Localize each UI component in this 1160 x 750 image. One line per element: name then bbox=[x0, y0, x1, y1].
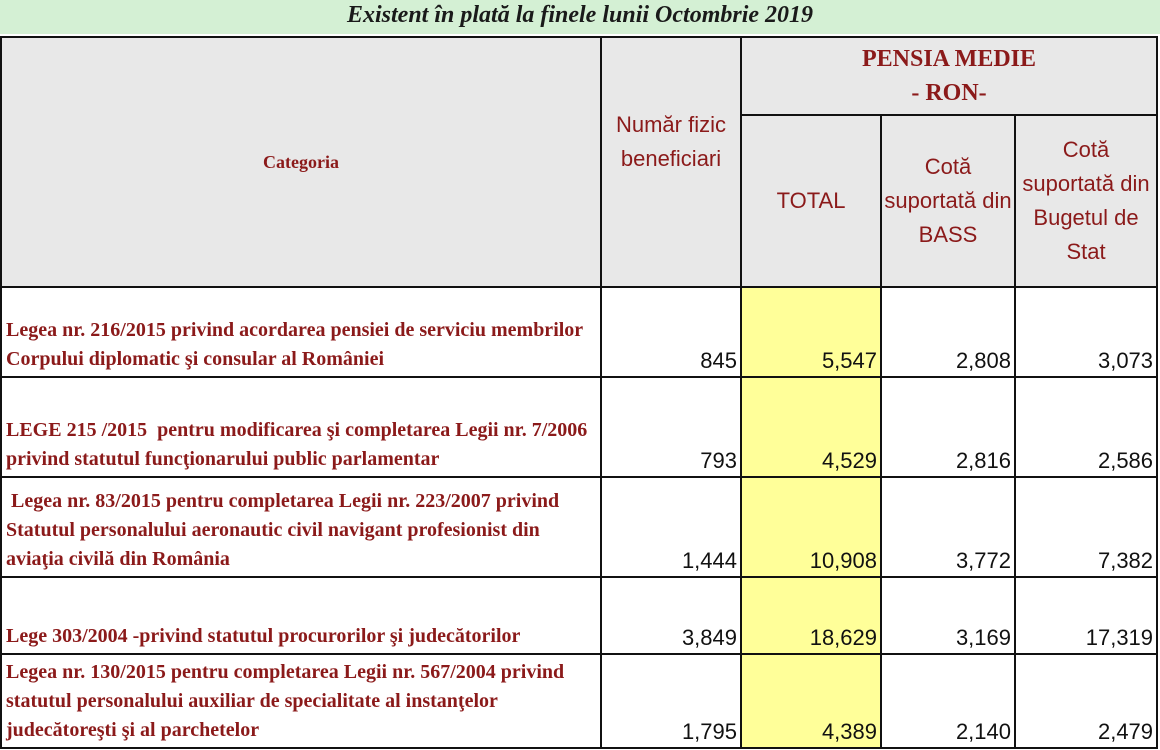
row-bass: 2,808 bbox=[881, 287, 1015, 377]
page-title: Existent în plată la finele lunii Octombrie 2019 bbox=[0, 0, 1160, 34]
table-row bbox=[1, 287, 1157, 377]
row-categoria: Lege 303/2004 -privind statutul procurorilor şi judecătorilor bbox=[1, 577, 601, 654]
table-row bbox=[1, 477, 1157, 577]
row-buget: 7,382 bbox=[1015, 477, 1157, 577]
row-total: 18,629 bbox=[741, 577, 881, 654]
header-total: TOTAL bbox=[741, 115, 881, 287]
pension-table bbox=[0, 36, 1158, 749]
row-bass: 3,772 bbox=[881, 477, 1015, 577]
header-cota-bass: Cotă suportată din BASS bbox=[881, 115, 1015, 287]
row-total: 5,547 bbox=[741, 287, 881, 377]
header-categoria: Categoria bbox=[1, 37, 601, 287]
row-categoria: LEGE 215 /2015 pentru modificarea şi completarea Legii nr. 7/2006 privind statutul funcţionarului public parlamentar bbox=[1, 377, 601, 477]
row-total: 4,529 bbox=[741, 377, 881, 477]
row-buget: 2,586 bbox=[1015, 377, 1157, 477]
table-row bbox=[1, 577, 1157, 654]
header-pensia-medie bbox=[741, 37, 1157, 115]
row-buget: 3,073 bbox=[1015, 287, 1157, 377]
row-categoria: Legea nr. 130/2015 pentru completarea Legii nr. 567/2004 privind statutul personalului auxiliar de specialitate al instanţelor judecătoreşti şi al parchetelor bbox=[1, 654, 601, 748]
row-buget: 2,479 bbox=[1015, 654, 1157, 748]
row-categoria: Legea nr. 216/2015 privind acordarea pensiei de serviciu membrilor Corpului diplomatic şi consular al României bbox=[1, 287, 601, 377]
row-bass: 3,169 bbox=[881, 577, 1015, 654]
table-row bbox=[1, 654, 1157, 748]
row-total: 10,908 bbox=[741, 477, 881, 577]
header-pensia-medie-line2: - RON- bbox=[911, 80, 987, 106]
row-numar: 1,795 bbox=[601, 654, 741, 748]
row-buget: 17,319 bbox=[1015, 577, 1157, 654]
row-numar: 3,849 bbox=[601, 577, 741, 654]
row-numar: 1,444 bbox=[601, 477, 741, 577]
row-total: 4,389 bbox=[741, 654, 881, 748]
row-bass: 2,140 bbox=[881, 654, 1015, 748]
row-numar: 793 bbox=[601, 377, 741, 477]
header-numar-beneficiari: Număr fizic beneficiari bbox=[601, 37, 741, 287]
table-row bbox=[1, 377, 1157, 477]
row-bass: 2,816 bbox=[881, 377, 1015, 477]
row-numar: 845 bbox=[601, 287, 741, 377]
row-categoria: Legea nr. 83/2015 pentru completarea Legii nr. 223/2007 privind Statutul personalului aeronautic civil navigant profesionist din aviaţia civilă din România bbox=[1, 477, 601, 577]
header-cota-buget: Cotă suportată din Bugetul de Stat bbox=[1015, 115, 1157, 287]
header-pensia-medie-line1: PENSIA MEDIE bbox=[861, 46, 1037, 72]
